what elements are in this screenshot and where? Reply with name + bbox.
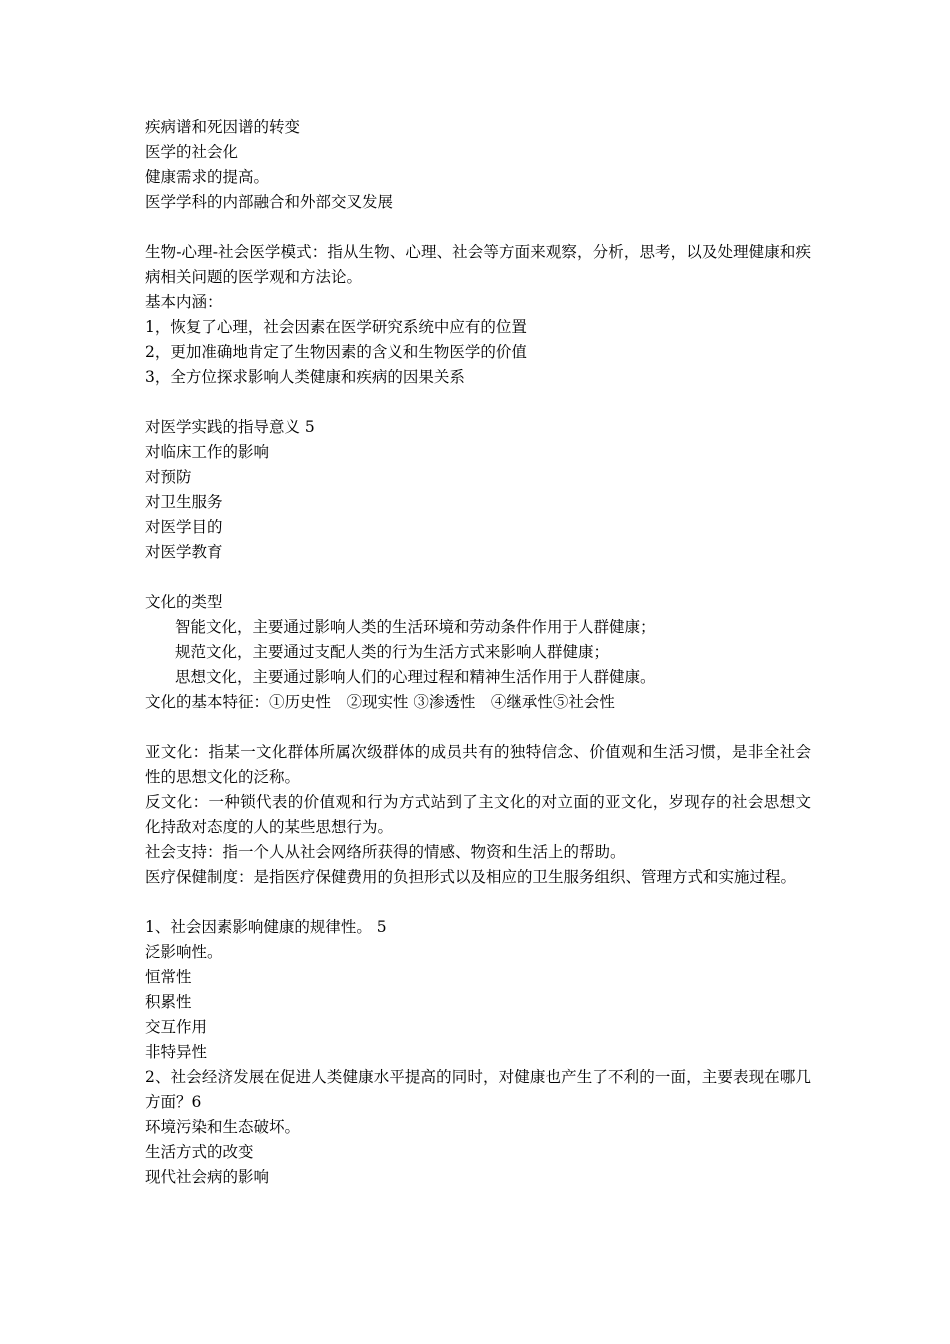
paragraph-gap [145, 715, 811, 740]
list-item: 生活方式的改变 [145, 1143, 254, 1161]
definition-paragraph: 社会支持：指一个人从社会网络所获得的情感、物资和生活上的帮助。 [145, 843, 626, 861]
list-item: 对临床工作的影响 [145, 443, 270, 461]
list-item: 交互作用 [145, 1018, 208, 1036]
section-heading: 文化的类型 [145, 593, 223, 611]
list-item: 对医学目的 [145, 518, 223, 536]
list-item: 对预防 [145, 468, 192, 486]
list-item: 对卫生服务 [145, 493, 223, 511]
definition-paragraph: 医疗保健制度：是指医疗保健费用的负担形式以及相应的卫生服务组织、管理方式和实施过程。 [145, 868, 797, 886]
list-item: 恒常性 [145, 968, 192, 986]
definition-paragraph: 亚文化：指某一文化群体所属次级群体的成员共有的独特信念、价值观和生活习惯，是非全社会性的思想文化的泛称。 [145, 743, 811, 786]
question-heading: 1、社会因素影响健康的规律性。 5 [145, 918, 387, 936]
list-item: 医学的社会化 [145, 143, 239, 161]
list-item: 泛影响性。 [145, 943, 223, 961]
document-page [145, 115, 811, 1190]
question-heading: 2、社会经济发展在促进人类健康水平提高的同时，对健康也产生了不利的一面，主要表现在哪几方面？6 [145, 1068, 811, 1111]
list-item: 健康需求的提高。 [145, 168, 270, 186]
section-heading: 对医学实践的指导意义 5 [145, 418, 315, 436]
list-item: 规范文化，主要通过支配人类的行为生活方式来影响人群健康； [175, 643, 610, 661]
list-item: 智能文化，主要通过影响人类的生活环境和劳动条件作用于人群健康； [175, 618, 656, 636]
list-item: 1，恢复了心理，社会因素在医学研究系统中应有的位置 [145, 318, 527, 336]
paragraph-gap [145, 390, 811, 415]
list-item: 对医学教育 [145, 543, 223, 561]
list-item: 思想文化，主要通过影响人们的心理过程和精神生活作用于人群健康。 [175, 668, 656, 686]
list-item: 疾病谱和死因谱的转变 [145, 118, 301, 136]
list-item: 3，全方位探求影响人类健康和疾病的因果关系 [145, 368, 465, 386]
connotation-title: 基本内涵： [145, 293, 223, 311]
paragraph-gap [145, 215, 811, 240]
definition-paragraph: 反文化：一种锁代表的价值观和行为方式站到了主文化的对立面的亚文化，岁现存的社会思想文化持敌对态度的人的某些思想行为。 [145, 793, 811, 836]
list-item: 2，更加准确地肯定了生物因素的含义和生物医学的价值 [145, 343, 527, 361]
culture-features: 文化的基本特征：①历史性 ②现实性 ③渗透性 ④继承性⑤社会性 [145, 693, 615, 711]
list-item: 医学学科的内部融合和外部交叉发展 [145, 193, 394, 211]
paragraph-gap [145, 565, 811, 590]
list-item: 现代社会病的影响 [145, 1168, 270, 1186]
list-item: 积累性 [145, 993, 192, 1011]
medical-model-definition: 生物-心理-社会医学模式：指从生物、心理、社会等方面来观察，分析，思考，以及处理健康和疾病相关问题的医学观和方法论。 [145, 243, 811, 286]
list-item: 环境污染和生态破坏。 [145, 1118, 301, 1136]
list-item: 非特异性 [145, 1043, 208, 1061]
paragraph-gap [145, 890, 811, 915]
